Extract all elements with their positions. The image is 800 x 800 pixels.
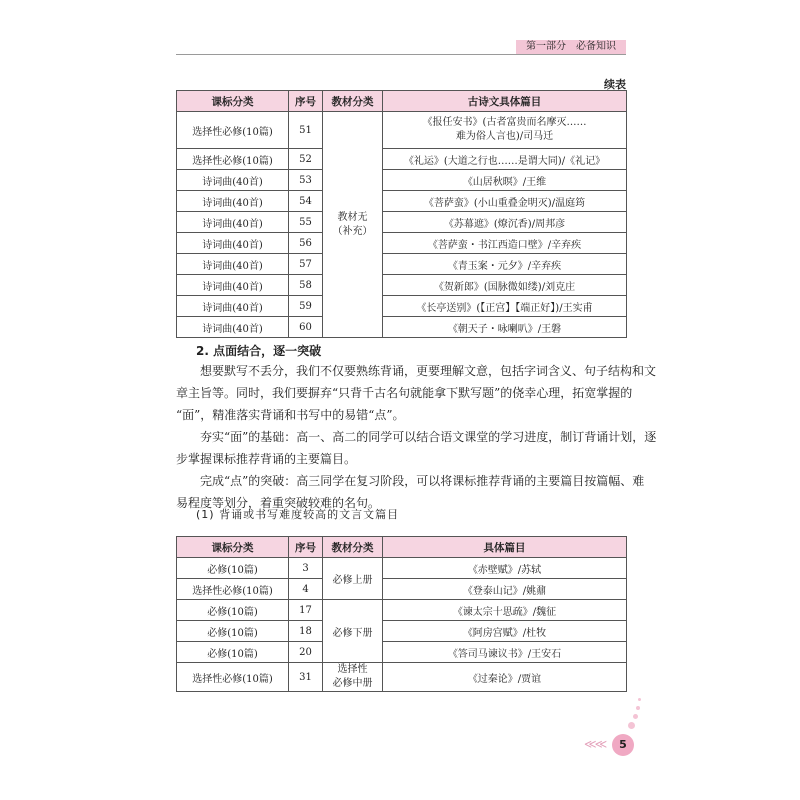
row-category: 诗词曲(40首) (177, 296, 289, 317)
table-row (177, 275, 627, 296)
row-title: 《礼运》(大道之行也……是谓大同)/《礼记》 (383, 149, 627, 170)
row-title: 《苏幕遮》(燎沉香)/周邦彦 (383, 212, 627, 233)
row-number: 56 (289, 233, 323, 254)
row-number: 55 (289, 212, 323, 233)
row-number: 17 (289, 600, 323, 621)
row-title: 《登泰山记》/姚鼐 (383, 579, 627, 600)
table-row (177, 642, 627, 663)
section-heading: 2. 点面结合，逐一突破 (196, 344, 322, 358)
table-header-row (177, 537, 627, 558)
paragraph-line: “面”，精准落实背诵和书写中的易错“点”。 (176, 408, 405, 422)
row-category: 必修(10篇) (177, 621, 289, 642)
row-title: 《菩萨蛮・书江西造口壁》/辛弃疾 (383, 233, 627, 254)
row-category: 诗词曲(40首) (177, 212, 289, 233)
textbook-group-3 (323, 663, 383, 692)
decor-dot (628, 722, 635, 729)
row-number: 18 (289, 621, 323, 642)
row-category: 诗词曲(40首) (177, 275, 289, 296)
title-line-1: 《报任安书》(古者富贵而名摩灭…… (422, 117, 587, 128)
row-number: 51 (289, 112, 323, 149)
row-title: 《朝天子・咏喇叭》/王磐 (383, 317, 627, 338)
table-row (177, 600, 627, 621)
row-number: 4 (289, 579, 323, 600)
row-title: 《答司马谏议书》/王安石 (383, 642, 627, 663)
header-category: 课标分类 (177, 91, 289, 112)
row-number: 54 (289, 191, 323, 212)
continued-label: 续表 (604, 78, 626, 91)
paragraph-line: 易程度等划分，着重突破较难的名句。 (176, 496, 381, 510)
textbook-group-2: 必修下册 (323, 600, 383, 663)
paragraph-line: 夯实“面”的基础：高一、高二的同学可以结合语文课堂的学习进度，制订背诵计划，逐 (200, 430, 657, 444)
textbook-line-2: （补充） (332, 225, 373, 237)
decor-dot (638, 698, 641, 701)
table-row (177, 149, 627, 170)
table-row (177, 191, 627, 212)
textbook-line-1: 选择性 (337, 664, 368, 675)
header-title: 古诗文具体篇目 (383, 91, 627, 112)
row-number: 53 (289, 170, 323, 191)
page-number: 5 (612, 734, 634, 756)
row-category: 必修(10篇) (177, 642, 289, 663)
row-number: 57 (289, 254, 323, 275)
table-row (177, 621, 627, 642)
header-number: 序号 (289, 91, 323, 112)
paragraph-line: 完成“点”的突破：高三同学在复习阶段，可以将课标推荐背诵的主要篇目按篇幅、难 (200, 474, 645, 488)
row-number: 20 (289, 642, 323, 663)
row-number: 58 (289, 275, 323, 296)
row-title: 《赤壁赋》/苏轼 (383, 558, 627, 579)
row-title: 《贺新郎》(国脉微如缕)/刘克庄 (383, 275, 627, 296)
row-category: 诗词曲(40首) (177, 254, 289, 275)
row-title: 《过秦论》/贾谊 (383, 663, 627, 692)
row-number: 3 (289, 558, 323, 579)
paragraph-1 (176, 360, 657, 426)
table-row (177, 233, 627, 254)
row-category: 诗词曲(40首) (177, 191, 289, 212)
row-category: 必修(10篇) (177, 600, 289, 621)
table-header-row (177, 91, 627, 112)
table-row (177, 317, 627, 338)
header-textbook: 教材分类 (323, 91, 383, 112)
textbook-line-1: 教材无 (337, 211, 368, 223)
decor-dot (636, 706, 640, 710)
poetry-table-continued (176, 90, 627, 338)
row-number: 52 (289, 149, 323, 170)
classical-prose-table (176, 536, 627, 692)
textbook-line-2: 必修中册 (332, 678, 373, 689)
table-row (177, 579, 627, 600)
row-number: 59 (289, 296, 323, 317)
paragraph-2 (176, 426, 657, 470)
row-title: 《长亭送别》(【正宫】【端正好】)/王实甫 (383, 296, 627, 317)
header-textbook: 教材分类 (323, 537, 383, 558)
paragraph-line: 步掌握课标推荐背诵的主要篇目。 (176, 452, 357, 466)
row-category: 选择性必修(10篇) (177, 149, 289, 170)
table-row (177, 558, 627, 579)
paragraph-line: 章主旨等。同时，我们要摒弃“只背千古名句就能拿下默写题”的侥幸心理，拓宽掌握的 (176, 386, 633, 400)
row-category: 必修(10篇) (177, 558, 289, 579)
row-category: 诗词曲(40首) (177, 317, 289, 338)
row-category: 选择性必修(10篇) (177, 663, 289, 692)
textbook-group-1: 必修上册 (323, 558, 383, 600)
row-title: 《青玉案・元夕》/辛弃疾 (383, 254, 627, 275)
table-row (177, 212, 627, 233)
running-header (176, 40, 626, 55)
row-title: 《山居秋暝》/王维 (383, 170, 627, 191)
row-title: 《菩萨蛮》(小山重叠金明灭)/温庭筠 (383, 191, 627, 212)
row-title: 《阿房宫赋》/杜牧 (383, 621, 627, 642)
table-row (177, 663, 627, 692)
merged-textbook-cell (323, 112, 383, 338)
table-row (177, 254, 627, 275)
header-title: 具体篇目 (383, 537, 627, 558)
section-badge: 第一部分 必备知识 (516, 40, 626, 54)
row-title: 《谏太宗十思疏》/魏征 (383, 600, 627, 621)
table-row (177, 112, 627, 149)
row-title (383, 112, 627, 149)
row-category: 诗词曲(40首) (177, 170, 289, 191)
title-line-2: 难为俗人言也)/司马迁 (455, 131, 554, 142)
row-number: 31 (289, 663, 323, 692)
subheading: (1) 背诵或书写难度较高的文言文篇目 (196, 508, 400, 521)
row-number: 60 (289, 317, 323, 338)
row-category: 选择性必修(10篇) (177, 579, 289, 600)
decor-dot (633, 714, 638, 719)
footer-arrows-icon: ≪≪ (584, 737, 606, 751)
table-row (177, 170, 627, 191)
header-number: 序号 (289, 537, 323, 558)
paragraph-line: 想要默写不丢分，我们不仅要熟练背诵，更要理解文意，包括字词含义、句子结构和文 (200, 364, 657, 378)
row-category: 选择性必修(10篇) (177, 112, 289, 149)
table-row (177, 296, 627, 317)
header-category: 课标分类 (177, 537, 289, 558)
row-category: 诗词曲(40首) (177, 233, 289, 254)
